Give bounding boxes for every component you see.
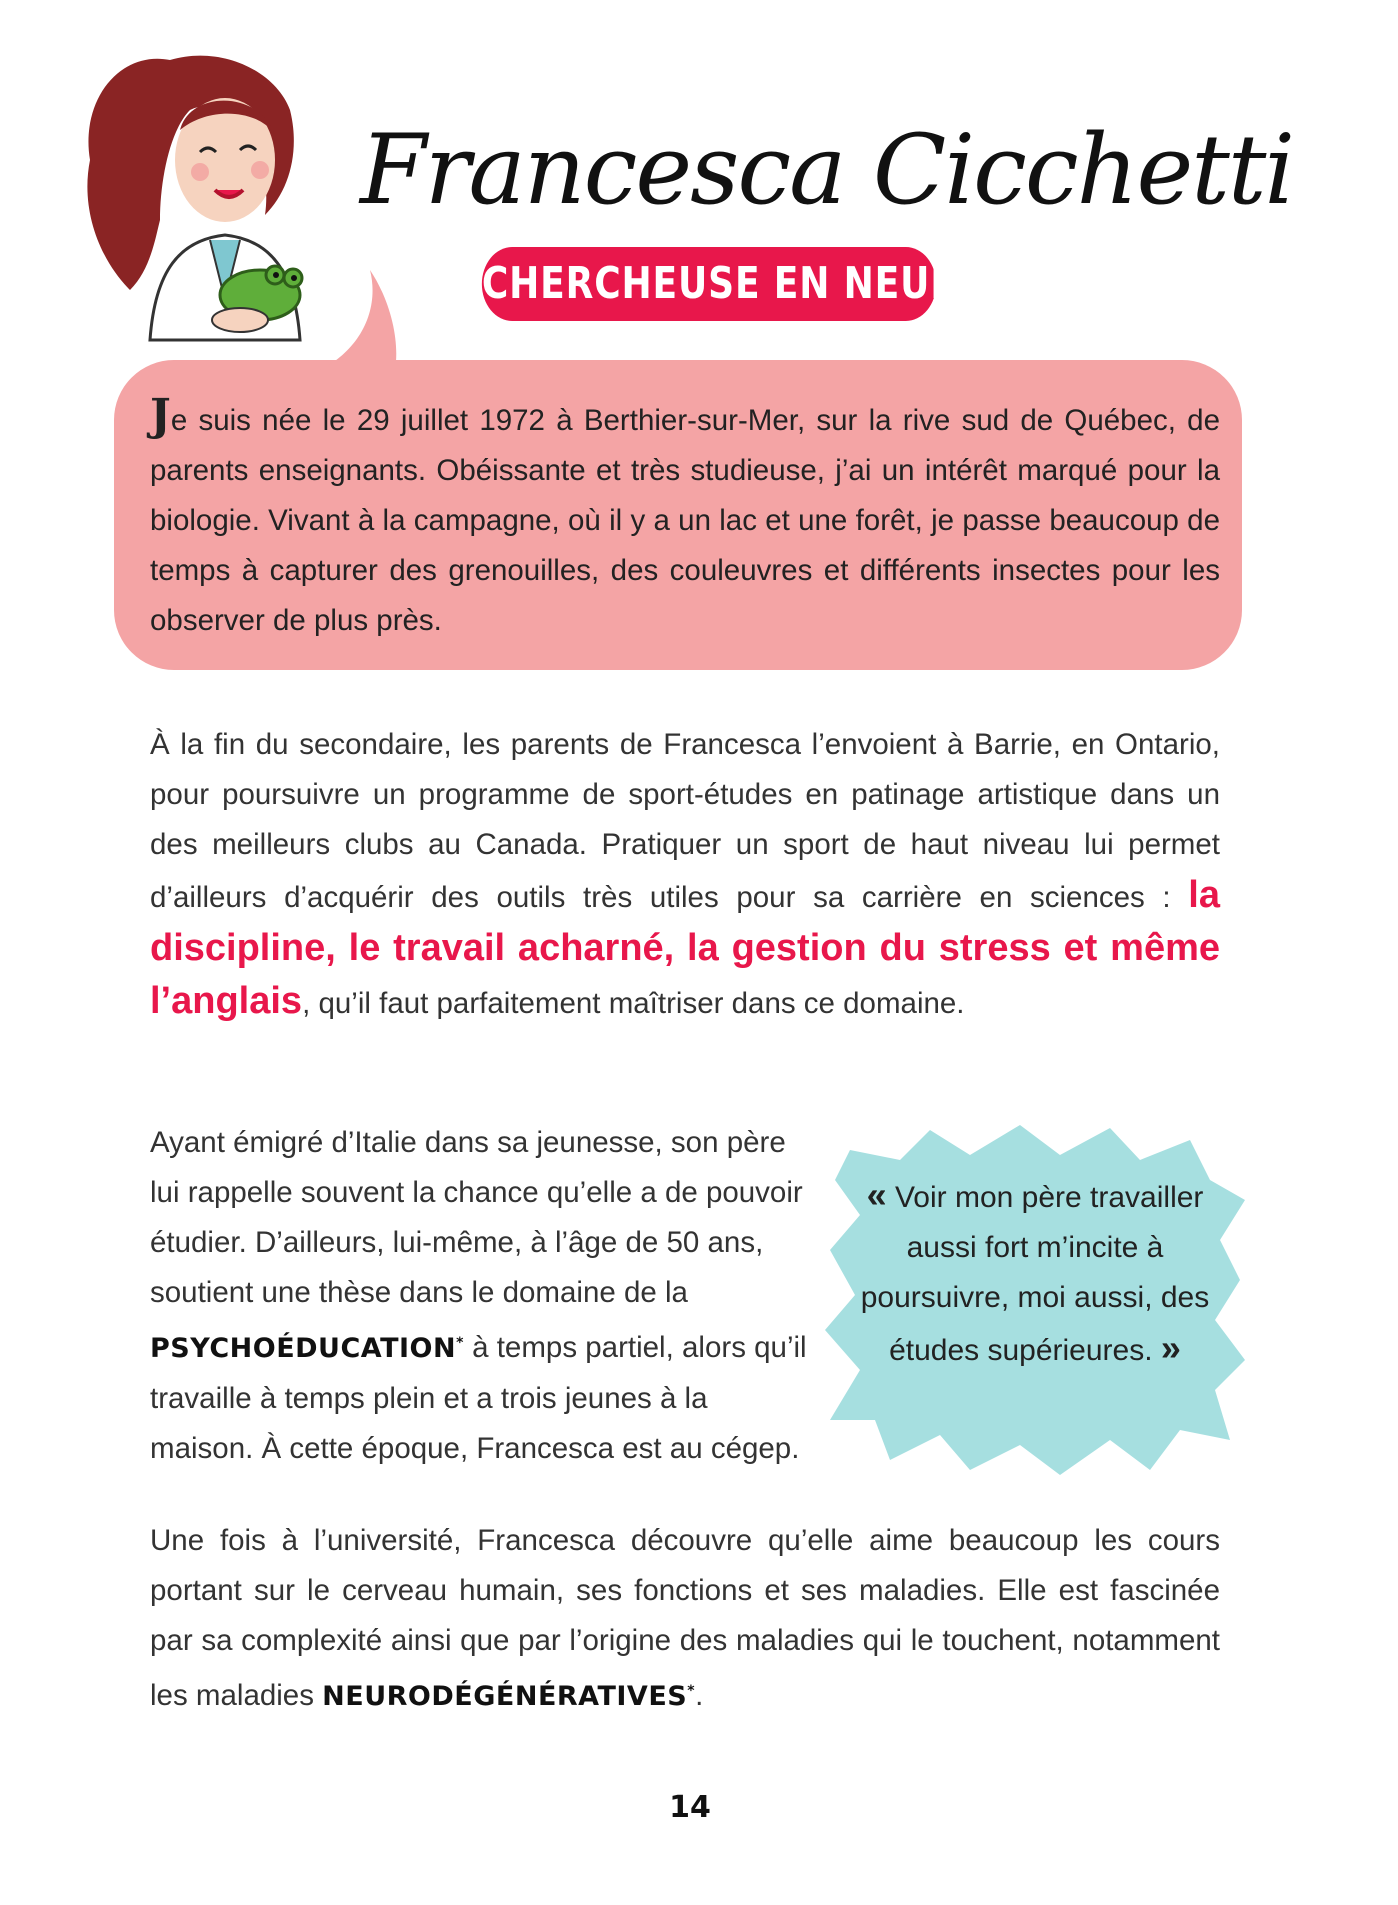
paragraph-1-text-before: À la fin du secondaire, les parents de Francesca l’envoient à Barrie, en Ontario, pour poursuivre un programme de sport-études en patinage artistique dans un des meilleurs clubs au Canada. Pratiquer un sport de haut niveau lui permet d’ailleurs d’acquérir des outils très utiles pour sa carrière en sciences : (150, 728, 1220, 914)
glossary-term-text: PSYCHOÉDUCATION (150, 1333, 457, 1364)
pull-quote-text: Voir mon père travailler aussi fort m’incite à poursuivre, moi aussi, des études supérieures. (860, 1181, 1210, 1367)
quote-close-mark: » (1160, 1327, 1181, 1368)
body-paragraph-1 (150, 720, 1220, 1029)
glossary-asterisk: * (456, 1335, 464, 1351)
glossary-asterisk: * (687, 1683, 696, 1699)
page-number: 14 (669, 1790, 711, 1825)
paragraph-3-text-after: . (695, 1679, 704, 1712)
glossary-term-psychoeducation (150, 1333, 464, 1364)
paragraph-1-text-after: , qu’il faut parfaitement maîtriser dans ce domaine. (302, 987, 965, 1020)
speech-bubble-tail (300, 270, 410, 370)
body-paragraph-2 (150, 1118, 810, 1474)
drop-cap-letter: J (150, 390, 171, 441)
quote-open-mark: « (866, 1174, 887, 1215)
glossary-term-text: NEURODÉGÉNÉRATIVES (322, 1681, 688, 1712)
pull-quote (860, 1170, 1210, 1376)
role-badge: CHERCHEUSE EN NEUROSCIENCES (482, 247, 936, 321)
glossary-term-neurodegeneratives (322, 1681, 695, 1712)
paragraph-2-text-after: à temps partiel, alors qu’il travaille à temps plein et a trois jeunes à la maison. À cette époque, Francesca est au cégep. (150, 1331, 807, 1465)
paragraph-3-text-before: Une fois à l’université, Francesca découvre qu’elle aime beaucoup les cours portant sur le cerveau humain, ses fonctions et ses maladies. Elle est fascinée par sa complexité ainsi que par l’origine des maladies qui le touchent, notamment les maladies (150, 1524, 1220, 1712)
scientist-name-title: Francesca Cicchetti (360, 114, 1294, 226)
paragraph-2-text-before: Ayant émigré d’Italie dans sa jeunesse, son père lui rappelle souvent la chance qu’elle a de pouvoir étudier. D’ailleurs, lui-même, à l’âge de 50 ans, soutient une thèse dans le domaine de la (150, 1126, 803, 1309)
highlighted-skills: la discipline, le travail acharné, la gestion du stress et même l’anglais (150, 874, 1220, 1022)
body-paragraph-3 (150, 1516, 1220, 1722)
intro-text: e suis née le 29 juillet 1972 à Berthier-sur-Mer, sur la rive sud de Québec, de parents enseignants. Obéissante et très studieuse, j’ai un intérêt marqué pour la biologie. Vivant à la campagne, où il y a un lac et une forêt, je passe beaucoup de temps à capturer des grenouilles, des couleuvres et différents insectes pour les observer de plus près. (150, 404, 1220, 637)
intro-paragraph (150, 390, 1220, 646)
